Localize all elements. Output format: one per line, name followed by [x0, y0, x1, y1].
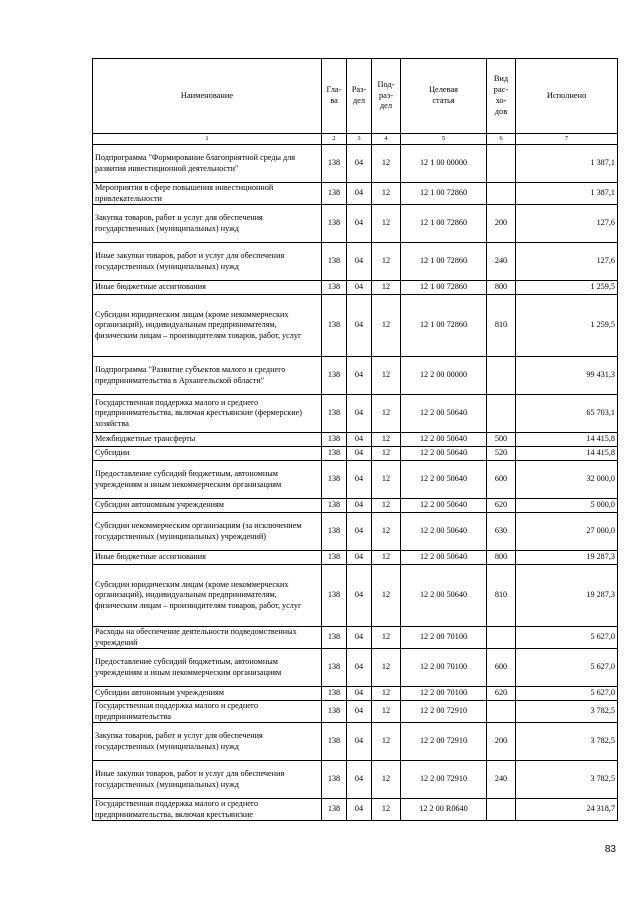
cell-chapter: 138 [322, 461, 347, 499]
table-body [93, 145, 618, 821]
cell-name: Субсидии автономным учреждениям [93, 687, 322, 701]
cell-name: Подпрограмма "Формирование благоприятной среды для развития инвестиционной деятельности" [93, 145, 322, 183]
cell-expense-type: 800 [487, 551, 516, 565]
cell-section: 04 [347, 145, 372, 183]
cell-section: 04 [347, 295, 372, 357]
table-row [93, 799, 618, 821]
cell-section: 04 [347, 243, 372, 281]
page-number: 83 [604, 844, 616, 855]
cell-expense-type: 520 [487, 447, 516, 461]
cell-name: Закупка товаров, работ и услуг для обеспечения государственных (муниципальных) нужд [93, 723, 322, 761]
cell-executed: 3 782,5 [516, 701, 618, 723]
cell-name: Расходы на обеспечение деятельности подведомственных учреждений [93, 627, 322, 649]
cell-expense-type: 810 [487, 295, 516, 357]
cell-chapter: 138 [322, 295, 347, 357]
cell-target-article: 12 2 00 72910 [401, 723, 487, 761]
cell-expense-type [487, 395, 516, 433]
cell-chapter: 138 [322, 701, 347, 723]
cell-name: Государственная поддержка малого и среднего предпринимательства, включая крестьянские [93, 799, 322, 821]
cell-chapter: 138 [322, 243, 347, 281]
cell-chapter: 138 [322, 281, 347, 295]
cell-executed: 19 287,3 [516, 551, 618, 565]
table-row [93, 205, 618, 243]
cell-name: Государственная поддержка малого и среднего предпринимательства, включая крестьянские (фермерские) хозяйства [93, 395, 322, 433]
cell-chapter: 138 [322, 761, 347, 799]
cell-executed: 1 259,5 [516, 281, 618, 295]
cell-name: Мероприятия в сфере повышения инвестиционной привлекательности [93, 183, 322, 205]
cell-target-article: 12 2 00 50640 [401, 461, 487, 499]
cell-subsection: 12 [372, 565, 401, 627]
cell-chapter: 138 [322, 627, 347, 649]
table-row [93, 565, 618, 627]
cell-subsection: 12 [372, 627, 401, 649]
cell-chapter: 138 [322, 145, 347, 183]
table-row [93, 513, 618, 551]
cell-name: Предоставление субсидий бюджетным, автономным учреждениям и иным некоммерческим организациям [93, 649, 322, 687]
cell-section: 04 [347, 723, 372, 761]
cell-expense-type: 500 [487, 433, 516, 447]
table-row [93, 461, 618, 499]
table-row [93, 395, 618, 433]
table-row [93, 145, 618, 183]
cell-section: 04 [347, 395, 372, 433]
cell-subsection: 12 [372, 205, 401, 243]
cell-executed: 27 000,0 [516, 513, 618, 551]
column-header-expense-type: Вид рас- хо- дов [487, 59, 516, 134]
cell-section: 04 [347, 183, 372, 205]
column-number-cell: 3 [347, 134, 372, 145]
column-number-cell: 7 [516, 134, 618, 145]
cell-executed: 24 318,7 [516, 799, 618, 821]
cell-executed: 5 627,0 [516, 687, 618, 701]
cell-name: Государственная поддержка малого и среднего предпринимательства [93, 701, 322, 723]
cell-chapter: 138 [322, 499, 347, 513]
table-row [93, 761, 618, 799]
cell-chapter: 138 [322, 447, 347, 461]
cell-target-article: 12 2 00 50640 [401, 565, 487, 627]
cell-subsection: 12 [372, 183, 401, 205]
column-header-name: Наименование [93, 59, 322, 134]
cell-chapter: 138 [322, 357, 347, 395]
cell-chapter: 138 [322, 649, 347, 687]
cell-target-article: 12 2 00 50640 [401, 447, 487, 461]
table-row [93, 627, 618, 649]
cell-expense-type [487, 145, 516, 183]
budget-execution-table [92, 58, 618, 821]
column-number-cell: 6 [487, 134, 516, 145]
cell-executed: 127,6 [516, 205, 618, 243]
cell-executed: 14 415,8 [516, 433, 618, 447]
cell-subsection: 12 [372, 433, 401, 447]
cell-subsection: 12 [372, 761, 401, 799]
cell-executed: 99 431,3 [516, 357, 618, 395]
cell-executed: 65 703,1 [516, 395, 618, 433]
cell-executed: 32 000,0 [516, 461, 618, 499]
cell-expense-type [487, 799, 516, 821]
cell-name: Субсидии юридическим лицам (кроме некоммерческих организаций), индивидуальным предпринимателям, физическим лицам – производителям товаров, работ, услуг [93, 565, 322, 627]
header-row [93, 59, 618, 134]
cell-expense-type: 240 [487, 243, 516, 281]
cell-section: 04 [347, 649, 372, 687]
table-row [93, 687, 618, 701]
cell-name: Субсидии [93, 447, 322, 461]
cell-target-article: 12 2 00 50640 [401, 551, 487, 565]
cell-name: Субсидии юридическим лицам (кроме некоммерческих организаций), индивидуальным предпринимателям, физическим лицам – производителям товаров, работ, услуг [93, 295, 322, 357]
table-row [93, 281, 618, 295]
cell-target-article: 12 2 00 70100 [401, 687, 487, 701]
cell-chapter: 138 [322, 183, 347, 205]
cell-section: 04 [347, 627, 372, 649]
table-row [93, 295, 618, 357]
column-header-chapter: Гла- ва [322, 59, 347, 134]
cell-target-article: 12 2 00 50640 [401, 499, 487, 513]
cell-section: 04 [347, 357, 372, 395]
cell-expense-type: 600 [487, 461, 516, 499]
cell-executed: 127,6 [516, 243, 618, 281]
cell-expense-type: 620 [487, 499, 516, 513]
cell-executed: 1 387,1 [516, 183, 618, 205]
cell-expense-type: 200 [487, 723, 516, 761]
cell-subsection: 12 [372, 799, 401, 821]
cell-target-article: 12 2 00 72910 [401, 701, 487, 723]
cell-subsection: 12 [372, 723, 401, 761]
cell-expense-type: 200 [487, 205, 516, 243]
cell-name: Закупка товаров, работ и услуг для обеспечения государственных (муниципальных) нужд [93, 205, 322, 243]
cell-name: Межбюджетные трансферты [93, 433, 322, 447]
cell-expense-type [487, 627, 516, 649]
cell-executed: 3 782,5 [516, 761, 618, 799]
cell-subsection: 12 [372, 513, 401, 551]
table-row [93, 499, 618, 513]
cell-expense-type: 810 [487, 565, 516, 627]
cell-executed: 19 287,3 [516, 565, 618, 627]
cell-target-article: 12 1 00 00000 [401, 145, 487, 183]
table-row [93, 433, 618, 447]
cell-name: Иные закупки товаров, работ и услуг для обеспечения государственных (муниципальных) нужд [93, 761, 322, 799]
cell-subsection: 12 [372, 551, 401, 565]
cell-expense-type [487, 701, 516, 723]
cell-section: 04 [347, 281, 372, 295]
cell-target-article: 12 2 00 70100 [401, 627, 487, 649]
cell-name: Предоставление субсидий бюджетным, автономным учреждениям и иным некоммерческим организациям [93, 461, 322, 499]
cell-subsection: 12 [372, 395, 401, 433]
cell-expense-type: 600 [487, 649, 516, 687]
cell-target-article: 12 2 00 00000 [401, 357, 487, 395]
table-row [93, 447, 618, 461]
cell-section: 04 [347, 461, 372, 499]
column-number-row [93, 134, 618, 145]
cell-section: 04 [347, 433, 372, 447]
cell-section: 04 [347, 701, 372, 723]
cell-section: 04 [347, 551, 372, 565]
cell-chapter: 138 [322, 395, 347, 433]
table-row [93, 649, 618, 687]
table-row [93, 183, 618, 205]
cell-section: 04 [347, 687, 372, 701]
cell-section: 04 [347, 761, 372, 799]
cell-expense-type: 630 [487, 513, 516, 551]
cell-target-article: 12 2 00 50640 [401, 395, 487, 433]
cell-section: 04 [347, 205, 372, 243]
cell-target-article: 12 1 00 72860 [401, 243, 487, 281]
cell-executed: 5 000,0 [516, 499, 618, 513]
column-number-cell: 1 [93, 134, 322, 145]
cell-target-article: 12 2 00 50640 [401, 513, 487, 551]
cell-expense-type: 620 [487, 687, 516, 701]
cell-chapter: 138 [322, 513, 347, 551]
cell-expense-type: 240 [487, 761, 516, 799]
cell-name: Иные закупки товаров, работ и услуг для обеспечения государственных (муниципальных) нужд [93, 243, 322, 281]
column-header-subsection: Под- раз- дел [372, 59, 401, 134]
cell-executed: 1 387,1 [516, 145, 618, 183]
cell-target-article: 12 2 00 R0640 [401, 799, 487, 821]
cell-executed: 1 259,5 [516, 295, 618, 357]
cell-target-article: 12 2 00 72910 [401, 761, 487, 799]
cell-subsection: 12 [372, 701, 401, 723]
cell-subsection: 12 [372, 243, 401, 281]
cell-section: 04 [347, 447, 372, 461]
cell-expense-type: 800 [487, 281, 516, 295]
cell-executed: 3 782,5 [516, 723, 618, 761]
cell-executed: 5 627,0 [516, 627, 618, 649]
cell-chapter: 138 [322, 205, 347, 243]
cell-name: Подпрограмма "Развитие субъектов малого и среднего предпринимательства в Архангельской области" [93, 357, 322, 395]
column-number-cell: 4 [372, 134, 401, 145]
cell-name: Иные бюджетные ассигнования [93, 551, 322, 565]
cell-subsection: 12 [372, 357, 401, 395]
cell-target-article: 12 2 00 70100 [401, 649, 487, 687]
table-row [93, 701, 618, 723]
column-number-cell: 2 [322, 134, 347, 145]
cell-chapter: 138 [322, 565, 347, 627]
cell-chapter: 138 [322, 687, 347, 701]
cell-chapter: 138 [322, 433, 347, 447]
cell-target-article: 12 1 00 72860 [401, 295, 487, 357]
column-header-target-article: Целевая статья [401, 59, 487, 134]
cell-target-article: 12 1 00 72860 [401, 205, 487, 243]
cell-subsection: 12 [372, 687, 401, 701]
cell-subsection: 12 [372, 447, 401, 461]
cell-subsection: 12 [372, 295, 401, 357]
cell-chapter: 138 [322, 723, 347, 761]
cell-expense-type [487, 183, 516, 205]
column-header-section: Раз- дел [347, 59, 372, 134]
column-number-cell: 5 [401, 134, 487, 145]
cell-target-article: 12 1 00 72860 [401, 183, 487, 205]
cell-name: Субсидии некоммерческим организациям (за исключением государственных (муниципальных) учреждений) [93, 513, 322, 551]
cell-target-article: 12 1 00 72860 [401, 281, 487, 295]
table-row [93, 723, 618, 761]
cell-subsection: 12 [372, 499, 401, 513]
cell-section: 04 [347, 799, 372, 821]
cell-executed: 5 627,0 [516, 649, 618, 687]
cell-subsection: 12 [372, 145, 401, 183]
cell-target-article: 12 2 00 50640 [401, 433, 487, 447]
cell-subsection: 12 [372, 649, 401, 687]
cell-expense-type [487, 357, 516, 395]
table-header [93, 59, 618, 145]
cell-section: 04 [347, 513, 372, 551]
cell-executed: 14 415,8 [516, 447, 618, 461]
table-row [93, 551, 618, 565]
cell-chapter: 138 [322, 799, 347, 821]
column-header-executed: Исполнено [516, 59, 618, 134]
cell-subsection: 12 [372, 281, 401, 295]
cell-chapter: 138 [322, 551, 347, 565]
cell-name: Иные бюджетные ассигнования [93, 281, 322, 295]
cell-subsection: 12 [372, 461, 401, 499]
table-row [93, 243, 618, 281]
cell-section: 04 [347, 565, 372, 627]
cell-name: Субсидии автономным учреждениям [93, 499, 322, 513]
table-row [93, 357, 618, 395]
cell-section: 04 [347, 499, 372, 513]
